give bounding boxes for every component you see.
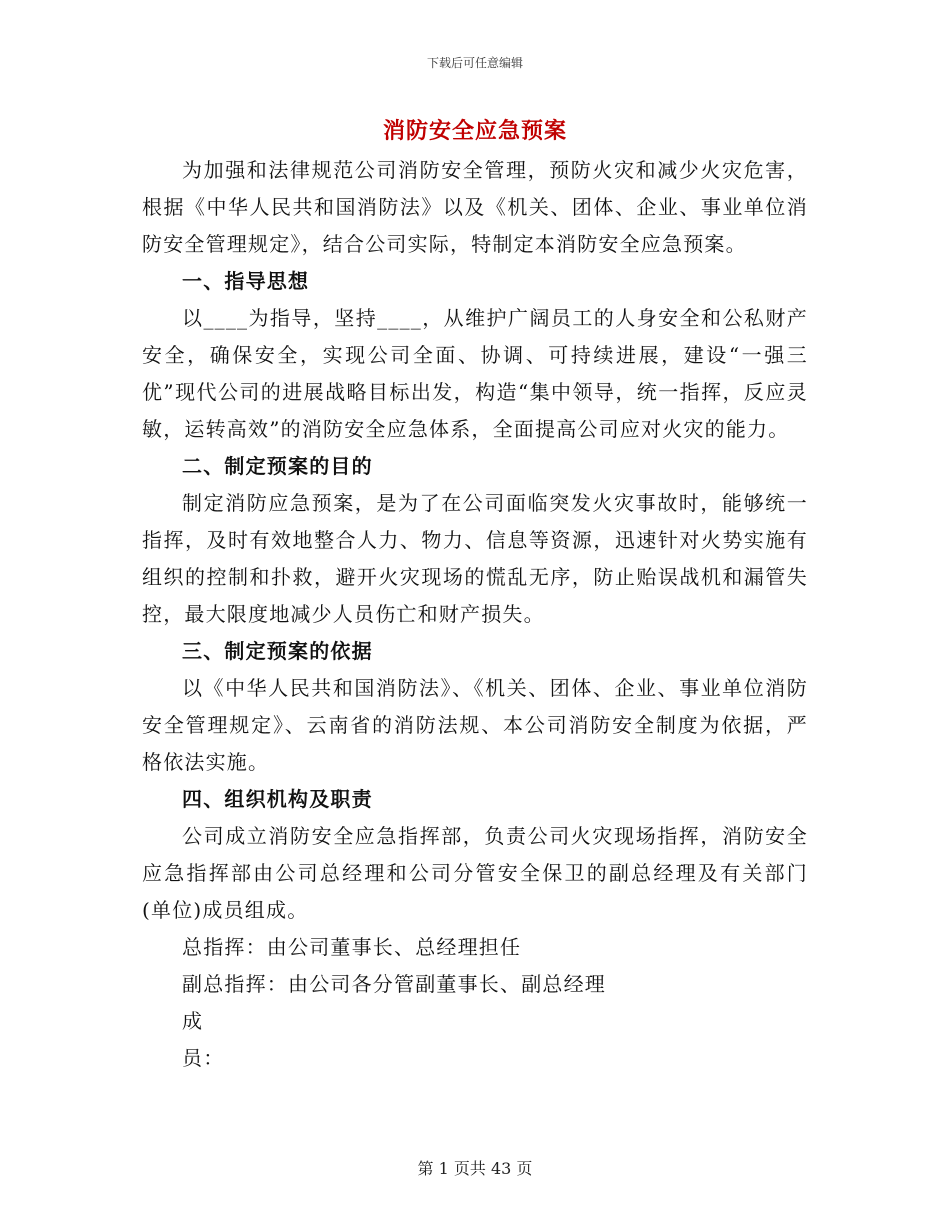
section-paragraph: 公司成立消防安全应急指挥部，负责公司火灾现场指挥，消防安全应急指挥部由公司总经理和公司分管安全保卫的副总经理及有关部门(单位)成员组成。 [142,824,808,922]
section-heading-purpose: 二、制定预案的目的 [182,454,373,478]
document-title: 消防安全应急预案 [382,118,567,144]
commander-line: 总指挥：由公司董事长、总经理担任 [182,935,522,959]
section-heading-guiding-ideology: 一、指导思想 [182,269,310,293]
members-line-part-1: 成 [182,1009,204,1033]
page-number-footer: 第 1 页共 43 页 [417,1159,533,1178]
deputy-commander-line: 副总指挥：由公司各分管副董事长、副总经理 [182,972,606,996]
members-line-part-2: 员： [182,1046,225,1070]
section-paragraph: 以《中华人民共和国消防法》、《机关、团体、企业、事业单位消防安全管理规定》、云南省的消防法规、本公司消防安全制度为依据，严格依法实施。 [142,676,808,774]
page-header-note: 下载后可任意编辑 [426,56,523,70]
intro-paragraph: 为加强和法律规范公司消防安全管理，预防火灾和减少火灾危害，根据《中华人民共和国消防法》以及《机关、团体、企业、事业单位消防安全管理规定》，结合公司实际，特制定本消防安全应急预案。 [142,158,808,256]
section-heading-basis: 三、制定预案的依据 [182,639,373,663]
section-paragraph: 以____为指导，坚持____，从维护广阔员工的人身安全和公私财产安全，确保安全，实现公司全面、协调、可持续进展，建设“一强三优”现代公司的进展战略目标出发，构造“集中领导，统一指挥，反应灵敏，运转高效”的消防安全应急体系，全面提高公司应对火灾的能力。 [142,306,808,441]
section-heading-organization: 四、组织机构及职责 [182,787,373,811]
document-body [142,152,808,1077]
section-paragraph: 制定消防应急预案，是为了在公司面临突发火灾事故时，能够统一指挥，及时有效地整合人力、物力、信息等资源，迅速针对火势实施有组织的控制和扑救，避开火灾现场的慌乱无序，防止贻误战机和漏管失控，最大限度地减少人员伤亡和财产损失。 [142,491,808,626]
